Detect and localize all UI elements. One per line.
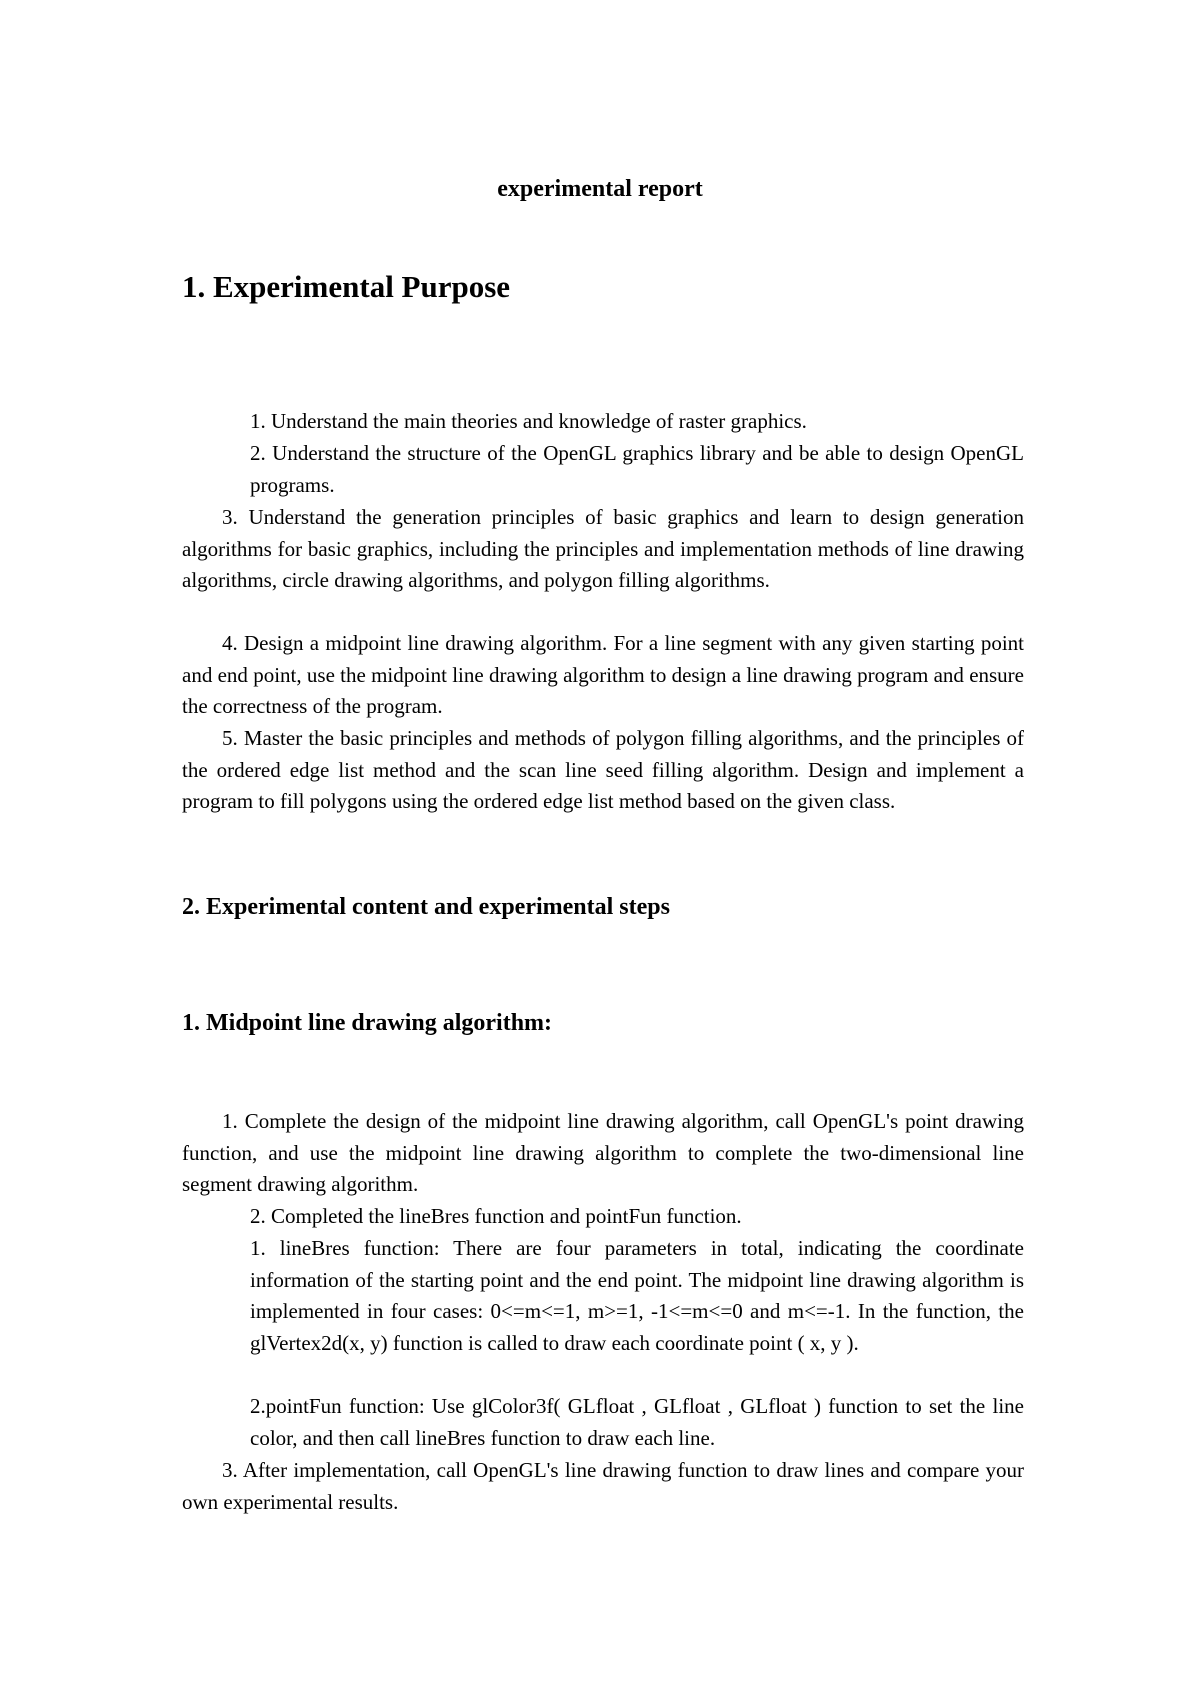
- subsection-heading-midpoint: 1. Midpoint line drawing algorithm:: [182, 1010, 553, 1036]
- purpose-item-4: 4. Design a midpoint line drawing algorithm. For a line segment with any given starting point and end point, use the midpoint line drawing algorithm to design a line drawing program and ensure the correctness of the program.: [182, 631, 1024, 719]
- purpose-item-3: 3. Understand the generation principles of basic graphics and learn to design generation algorithms for basic graphics, including the principles and implementation methods of line drawing algorithms, circle drawing algorithms, and polygon filling algorithms.: [182, 505, 1024, 593]
- step-subitem-pointfun: 2.pointFun function: Use glColor3f( GLfloat , GLfloat , GLfloat ) function to set the line color, and then call lineBres function to draw each line.: [250, 1394, 1024, 1450]
- purpose-item-5: 5. Master the basic principles and methods of polygon filling algorithms, and the principles of the ordered edge list method and the scan line seed filling algorithm. Design and implement a program to fill polygons using the ordered edge list method based on the given class.: [182, 726, 1024, 814]
- section-heading-purpose: 1. Experimental Purpose: [182, 269, 511, 304]
- purpose-item-1: 1. Understand the main theories and knowledge of raster graphics.: [250, 409, 807, 433]
- step-item-2: 2. Completed the lineBres function and pointFun function.: [250, 1204, 742, 1228]
- step-subitem-linebres: 1. lineBres function: There are four parameters in total, indicating the coordinate information of the starting point and the end point. The midpoint line drawing algorithm is implemented in four cases: 0<=m<=1, m>=1, -1<=m<=0 and m<=-1. In the function, the glVertex2d(x, y) function is called to draw each coordinate point ( x, y ).: [250, 1236, 1024, 1356]
- step-item-1: 1. Complete the design of the midpoint line drawing algorithm, call OpenGL's point drawing function, and use the midpoint line drawing algorithm to complete the two-dimensional line segment drawing algorithm.: [182, 1109, 1024, 1197]
- purpose-item-2: 2. Understand the structure of the OpenGL graphics library and be able to design OpenGL programs.: [250, 441, 1024, 497]
- document-title: experimental report: [497, 176, 703, 202]
- section-heading-content: 2. Experimental content and experimental steps: [182, 894, 670, 920]
- step-item-3: 3. After implementation, call OpenGL's line drawing function to draw lines and compare your own experimental results.: [182, 1458, 1024, 1514]
